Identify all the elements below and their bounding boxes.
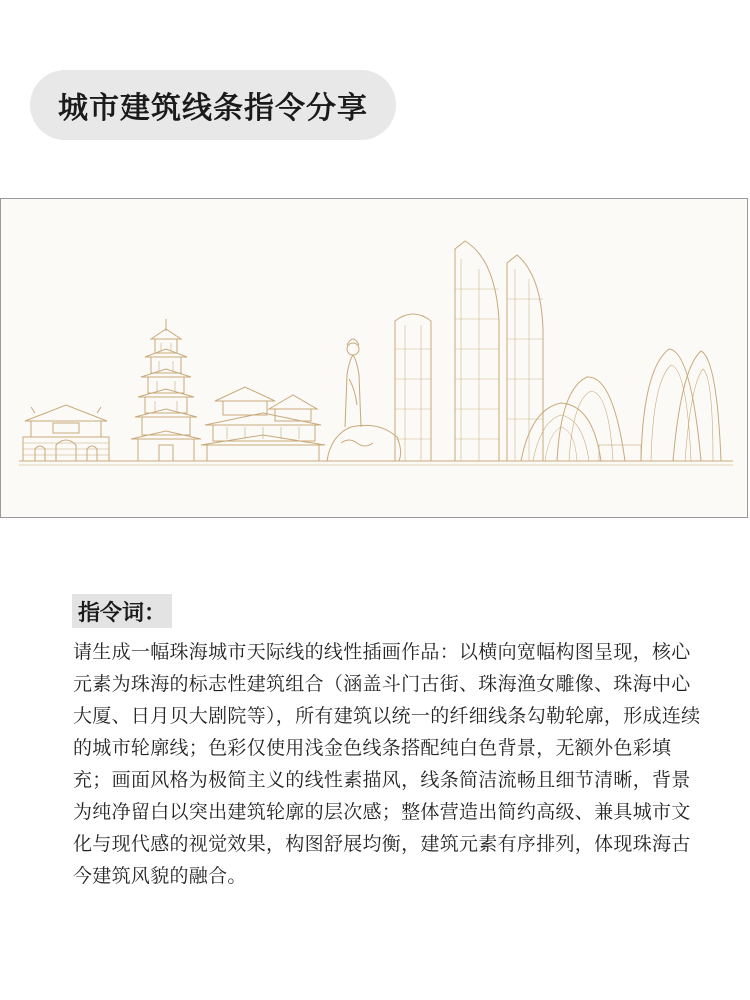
prompt-text: 请生成一幅珠海城市天际线的线性插画作品：以横向宽幅构图呈现，核心元素为珠海的标志性建筑组合（涵盖斗门古街、珠海渔女雕像、珠海中心大厦、日月贝大剧院等），所有建筑以统一的纤细线条勾勒轮廓，形成连续的城市轮廓线；色彩仅使用浅金色线条搭配纯白色背景，无额外色彩填充；画面风格为极简主义的线性素描风，线条简洁流畅且细节清晰，背景为纯净留白以突出建筑轮廓的层次感；整体营造出简约高级、兼具城市文化与现代感的视觉效果，构图舒展均衡，建筑元素有序排列，体现珠海古今建筑风貌的融合。: [73, 641, 701, 887]
sun-moon-shell-theatre: [521, 349, 721, 461]
zhuhai-center-tower-3: [507, 255, 543, 461]
zhuhai-center-tower-2: [455, 241, 499, 461]
skyline-illustration: [0, 198, 748, 518]
prompt-label: 指令词：: [72, 594, 172, 628]
pagoda: [131, 319, 201, 461]
page-title: 城市建筑线条指令分享: [30, 70, 396, 140]
zhuhai-center-tower-1: [395, 314, 431, 461]
skyline-lines: [19, 241, 733, 465]
fisher-girl-statue: [327, 339, 401, 461]
doumen-gate: [23, 405, 109, 461]
traditional-hall: [201, 387, 325, 461]
skyline-drawing: [1, 199, 748, 518]
